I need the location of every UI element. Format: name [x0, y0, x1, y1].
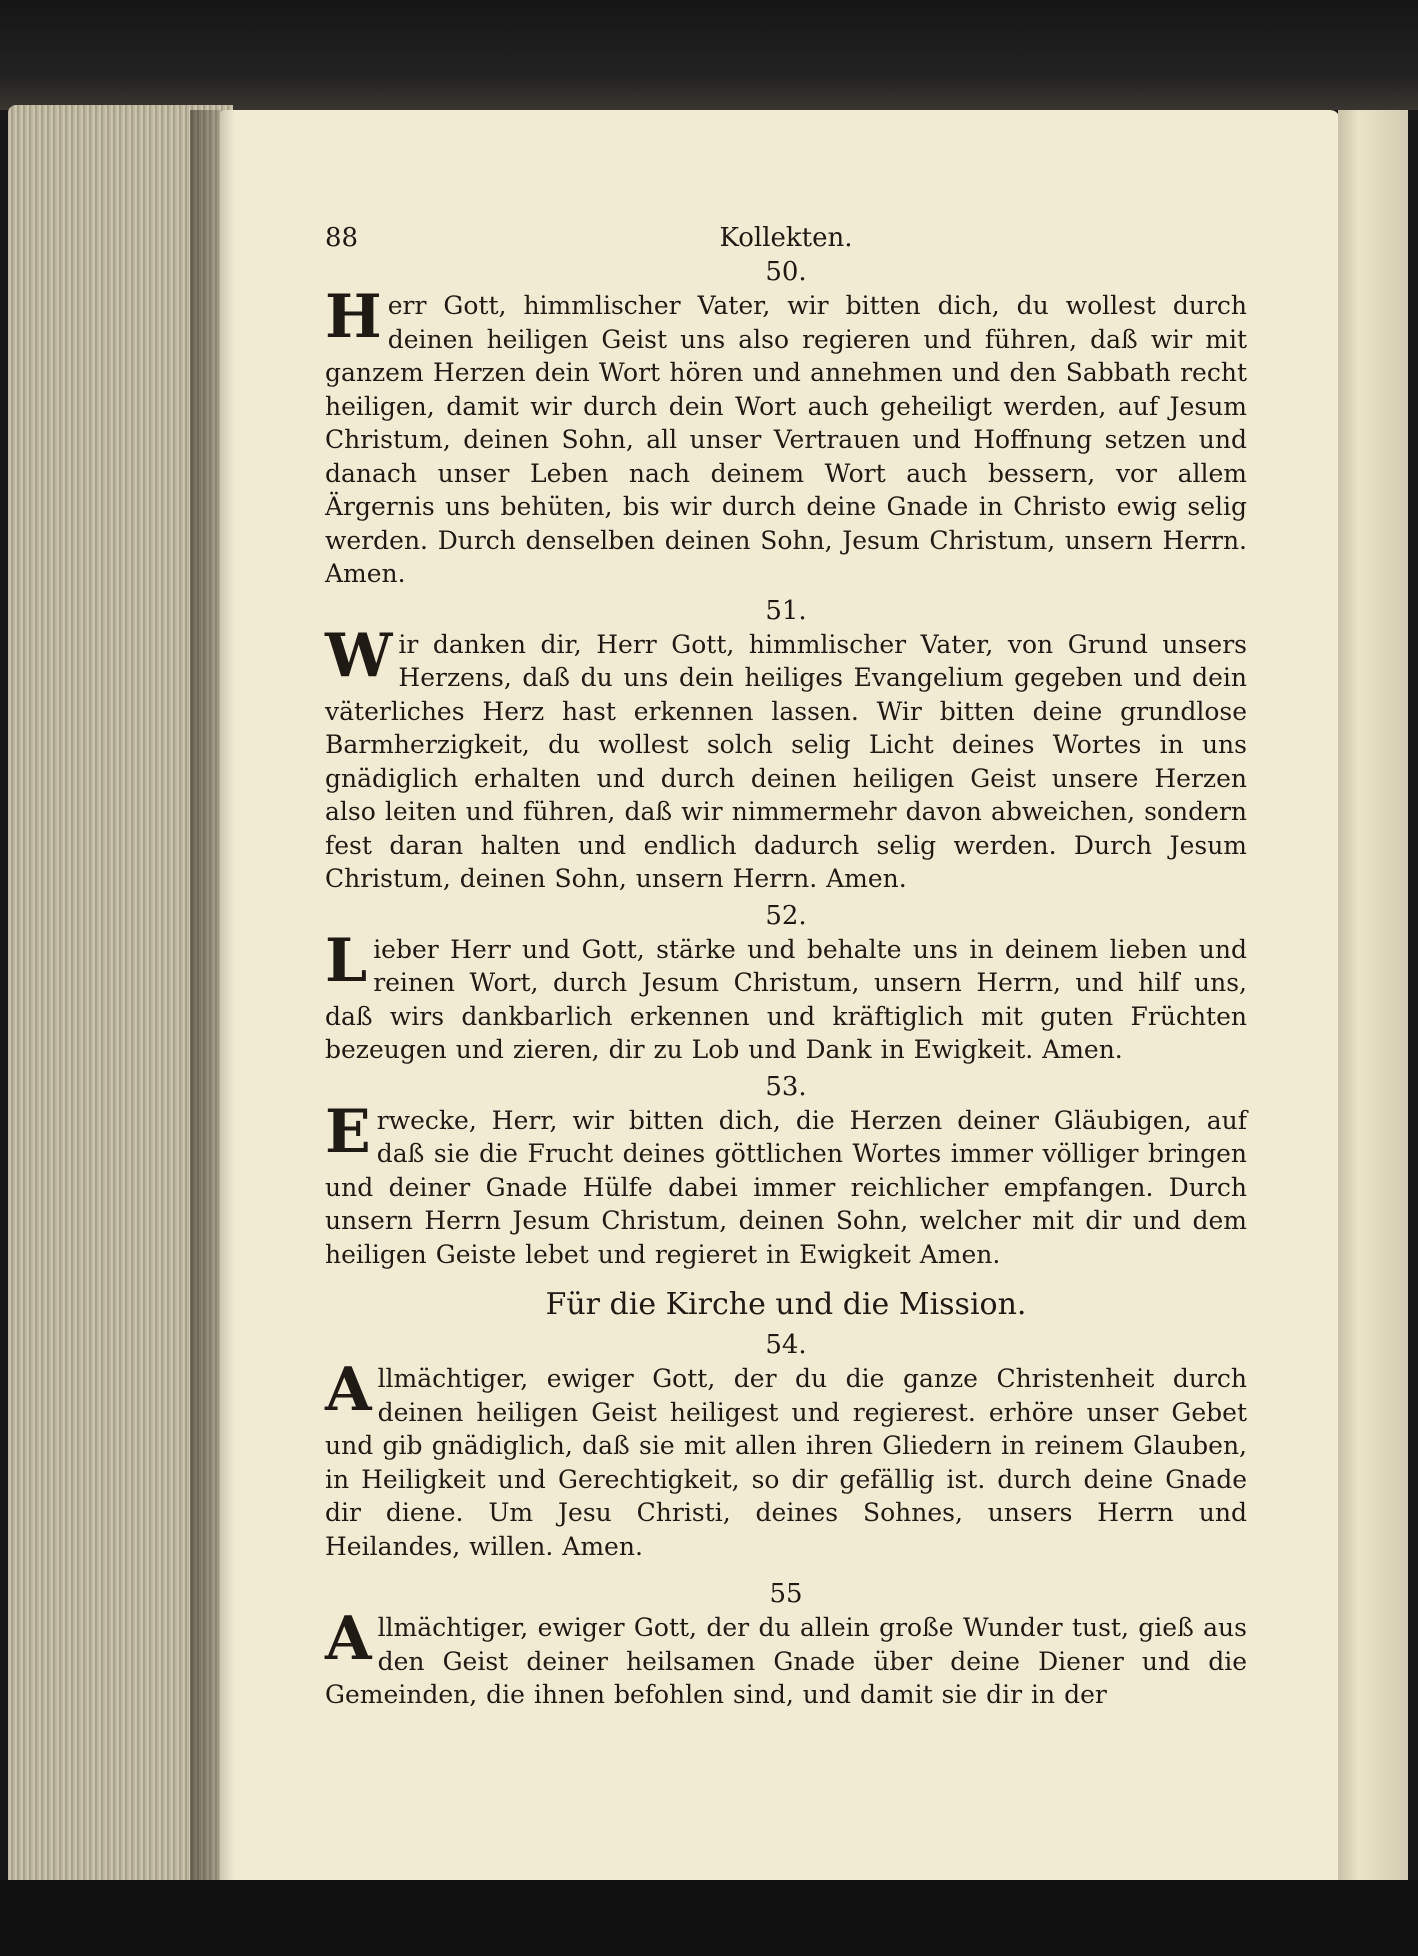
scan-background-bottom [0, 1880, 1418, 1956]
drop-initial: A [325, 1355, 372, 1425]
prayer-text-55 [325, 1604, 1247, 1712]
prayer-text-53 [325, 1096, 1247, 1272]
page-header [325, 212, 1247, 252]
gutter-shadow [190, 110, 235, 1885]
prayer-number-55: 55 [769, 1579, 803, 1609]
prayer-body: llmächtiger, ewiger Gott, der du allein große Wunder tust, gieß aus den Geist deiner heilsamen Gnade über deine Diener und die Gemeinden, die ihnen befohlen sind, und damit sie dir in der [325, 1613, 1247, 1709]
prayer-number-50: 50. [765, 257, 807, 287]
scan-background-top [0, 0, 1418, 110]
prayer-text-51 [325, 620, 1247, 896]
next-page-edge [1338, 110, 1408, 1880]
section-title: Für die Kirche und die Mission. [545, 1287, 1027, 1322]
running-title: Kollekten. [719, 223, 853, 253]
prayer-body: llmächtiger, ewiger Gott, der du die ganze Christenheit durch deinen heiligen Geist heiligest und regierest. erhöre unser Gebet und gib gnädiglich, daß sie mit allen ihren Gliedern in reinem Glauben, in Heiligkeit und Gerechtigkeit, so dir gefällig ist. durch deine Gnade dir diene. Um Jesu Christi, deines Sohnes, unsers Herrn und Heilandes, willen. Amen. [325, 1364, 1247, 1561]
prayer-number-54: 54. [765, 1330, 807, 1360]
prayer-body: rwecke, Herr, wir bitten dich, die Herzen deiner Gläubigen, auf daß sie die Frucht deines göttlichen Wortes immer völliger bringen und deiner Gnade Hülfe dabei immer reichlicher empfangen. Durch unsern Herrn Jesum Christum, deinen Sohn, welcher mit dir und dem heiligen Geiste lebet und regieret in Ewigkeit Amen. [325, 1105, 1247, 1269]
drop-initial: H [325, 282, 382, 352]
prayer-body: ir danken dir, Herr Gott, himmlischer Vater, von Grund unsers Herzens, daß du uns dein heiliges Evangelium gegeben und dein väterliches Herz hast erkennen lassen. Wir bitten deine grundlose Barmherzigkeit, du wollest solch selig Licht deines Wortes in uns gnädiglich erhalten und durch deinen heiligen Geist unsere Herzen also leiten und führen, daß wir nimmermehr davon abweichen, sondern fest daran halten und endlich dadurch selig werden. Durch Jesum Christum, deinen Sohn, unsern Herrn. Amen. [325, 629, 1247, 893]
drop-initial: W [325, 620, 393, 691]
drop-initial: A [325, 1604, 372, 1674]
prayer-body: err Gott, himmlischer Vater, wir bitten dich, du wollest durch deinen heiligen Geist uns also regieren und führen, daß wir mit ganzem Herzen dein Wort hören und annehmen und den Sabbath recht heiligen, damit wir durch dein Wort auch geheiligt werden, auf Jesum Christum, deinen Sohn, all unser Vertrauen und Hoffnung setzen und danach unser Leben nach deinem Wort auch bessern, vor allem Ärgernis uns behüten, bis wir durch deine Gnade in Christo ewig selig werden. Durch denselben deinen Sohn, Jesum Christum, unsern Herrn. Amen. [325, 291, 1247, 588]
page-number: 88 [325, 223, 359, 253]
prayer-text-52 [325, 925, 1247, 1067]
prayer-number-51: 51. [765, 595, 807, 626]
drop-initial: L [325, 925, 368, 996]
prayer-text-54 [325, 1355, 1247, 1563]
prayer-text-50 [325, 282, 1247, 591]
page-content [325, 212, 1247, 1712]
prayer-body: ieber Herr und Gott, stärke und behalte uns in deinem lieben und reinen Wort, durch Jesum Christum, unsern Herrn, und hilf uns, daß wirs dankbarlich erkennen und kräftiglich mit guten Früchten bezeugen und zieren, dir zu Lob und Dank in Ewigkeit. Amen. [325, 934, 1247, 1064]
prayer-number-53: 53. [765, 1071, 807, 1102]
drop-initial: E [325, 1096, 371, 1167]
prayer-number-52: 52. [765, 900, 807, 931]
